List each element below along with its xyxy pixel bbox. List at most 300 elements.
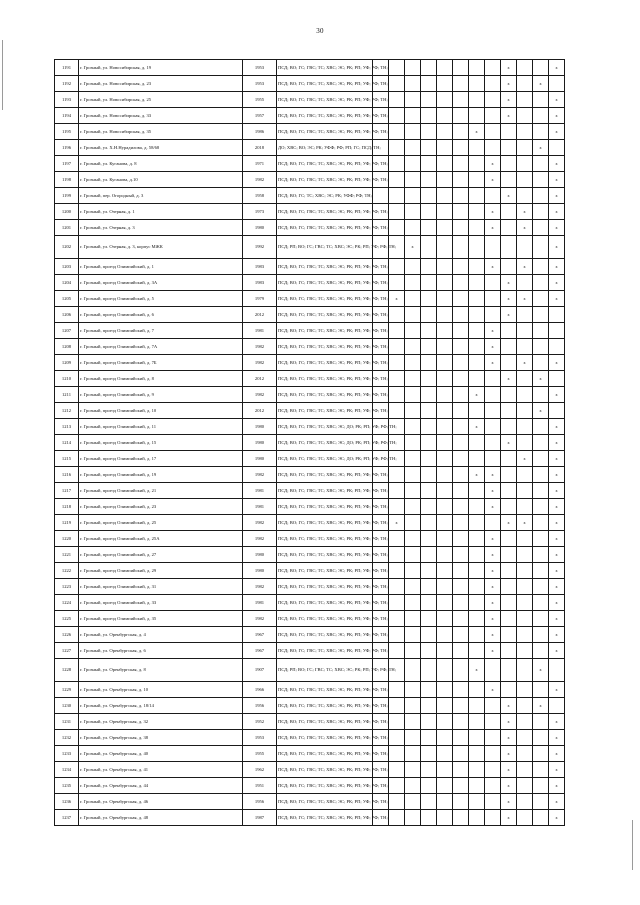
works-list-cell: ПСД; ВО; ГС; ГВС; ТС; ХВС; ЭС; РК; РП; УФ; РФ; ТН;: [277, 698, 373, 714]
check-mark: x: [555, 439, 558, 445]
year-cell: 1958: [243, 188, 277, 204]
mark-cell: [437, 140, 453, 156]
mark-cell: [453, 531, 469, 547]
mark-cell: [469, 483, 485, 499]
mark-cell: [549, 563, 565, 579]
works-list-cell: ПСД; ВО; ГС; ГВС; ТС; ХВС; ЭС; РК; РП; УФ; РФ; ТН;: [277, 108, 373, 124]
mark-cell: [453, 611, 469, 627]
mark-cell: [501, 730, 517, 746]
mark-cell: [549, 627, 565, 643]
mark-cell: [421, 60, 437, 76]
mark-cell: [469, 204, 485, 220]
mark-cell: [453, 172, 469, 188]
mark-cell: [517, 76, 533, 92]
check-mark: x: [491, 599, 494, 605]
row-number-cell: 1196: [55, 140, 79, 156]
check-mark: x: [555, 814, 558, 820]
check-mark: x: [491, 535, 494, 541]
check-mark: x: [507, 766, 510, 772]
check-mark: x: [555, 263, 558, 269]
mark-cell: [453, 307, 469, 323]
mark-cell: [549, 323, 565, 339]
mark-cell: [485, 698, 501, 714]
mark-cell: [437, 76, 453, 92]
check-mark: x: [555, 686, 558, 692]
address-cell: г. Грозный, ул. Оренбургская, д. 18/14: [79, 698, 243, 714]
works-list-cell: ПСД; ВО; ГС; ГВС; ТС; ХВС; ЭС; РК; РП; УФ; РФ; ТН;: [277, 563, 373, 579]
check-mark: x: [491, 471, 494, 477]
mark-cell: [469, 467, 485, 483]
row-number-cell: 1210: [55, 371, 79, 387]
mark-cell: [469, 387, 485, 403]
mark-cell: [549, 547, 565, 563]
mark-cell: [421, 659, 437, 682]
row-number-cell: 1218: [55, 499, 79, 515]
address-cell: г. Грозный, ул. Новосибирская, д. 23: [79, 76, 243, 92]
mark-cell: [533, 76, 549, 92]
mark-cell: [485, 76, 501, 92]
mark-cell: [517, 611, 533, 627]
mark-cell: [421, 746, 437, 762]
mark-cell: [533, 659, 549, 682]
check-mark: x: [475, 128, 478, 134]
check-mark: x: [555, 615, 558, 621]
mark-cell: [517, 236, 533, 259]
mark-cell: [533, 323, 549, 339]
mark-cell: [517, 339, 533, 355]
year-cell: 1982: [243, 355, 277, 371]
mark-cell: [501, 778, 517, 794]
address-cell: г. Грозный, проезд Олимпийский, д. 31: [79, 579, 243, 595]
row-number-cell: 1227: [55, 643, 79, 659]
mark-cell: [501, 579, 517, 595]
mark-cell: [437, 403, 453, 419]
check-mark: x: [507, 519, 510, 525]
works-list-cell: ПСД; ВО; ГС; ГВС; ТС; ХВС; ЭС; РК; РП; УФ; РФ; ТН;: [277, 762, 373, 778]
mark-cell: [501, 810, 517, 826]
mark-cell: [549, 794, 565, 810]
mark-cell: [549, 236, 565, 259]
mark-cell: [453, 124, 469, 140]
mark-cell: [517, 483, 533, 499]
mark-cell: [485, 627, 501, 643]
mark-cell: [549, 220, 565, 236]
scan-edge-mark: [632, 820, 633, 870]
mark-cell: [485, 339, 501, 355]
check-mark: x: [507, 718, 510, 724]
table-row: [55, 339, 565, 355]
works-list-cell: ПСД; ВО; ГС; ГВС; ТС; ХВС; ЭС; РК; РП; УФ; РФ; ТН;: [277, 810, 373, 826]
mark-cell: [437, 531, 453, 547]
table-row: [55, 204, 565, 220]
mark-cell: [405, 435, 421, 451]
mark-cell: [517, 730, 533, 746]
row-number-cell: 1209: [55, 355, 79, 371]
year-cell: 1953: [243, 76, 277, 92]
check-mark: x: [555, 519, 558, 525]
mark-cell: [501, 76, 517, 92]
row-number-cell: 1225: [55, 611, 79, 627]
mark-cell: [533, 778, 549, 794]
mark-cell: [389, 355, 405, 371]
mark-cell: [405, 291, 421, 307]
mark-cell: [437, 547, 453, 563]
address-cell: г. Грозный, ул. Оренбургская, д. 40: [79, 746, 243, 762]
mark-cell: [469, 659, 485, 682]
mark-cell: [405, 323, 421, 339]
works-list-cell: ПСД; ВО; ГС; ГВС; ТС; ХВС; ЭС; РК; РП; УФ; РФ; ТН;: [277, 220, 373, 236]
mark-cell: [453, 643, 469, 659]
check-mark: x: [555, 224, 558, 230]
row-number-cell: 1211: [55, 387, 79, 403]
mark-cell: [501, 403, 517, 419]
year-cell: 1987: [243, 810, 277, 826]
check-mark: x: [491, 567, 494, 573]
mark-cell: [501, 435, 517, 451]
address-cell: г. Грозный, ул. Оренбургская, д. 41: [79, 762, 243, 778]
works-list-cell: ПСД; ВО; ГС; ГВС; ТС; ХВС; ЭС; РК; РП; УФ; РФ; ТН;: [277, 531, 373, 547]
mark-cell: [501, 467, 517, 483]
mark-cell: [501, 108, 517, 124]
mark-cell: [373, 188, 389, 204]
check-mark: x: [555, 798, 558, 804]
mark-cell: [421, 204, 437, 220]
mark-cell: [533, 259, 549, 275]
mark-cell: [469, 643, 485, 659]
mark-cell: [485, 172, 501, 188]
mark-cell: [469, 124, 485, 140]
mark-cell: [421, 714, 437, 730]
mark-cell: [421, 627, 437, 643]
row-number-cell: 1231: [55, 714, 79, 730]
mark-cell: [549, 307, 565, 323]
row-number-cell: 1230: [55, 698, 79, 714]
mark-cell: [453, 499, 469, 515]
mark-cell: [421, 762, 437, 778]
mark-cell: [533, 698, 549, 714]
year-cell: 1992: [243, 236, 277, 259]
mark-cell: [517, 435, 533, 451]
check-mark: x: [507, 279, 510, 285]
mark-cell: [389, 499, 405, 515]
mark-cell: [437, 387, 453, 403]
mark-cell: [469, 355, 485, 371]
mark-cell: [485, 515, 501, 531]
mark-cell: [405, 387, 421, 403]
check-mark: x: [491, 359, 494, 365]
check-mark: x: [555, 359, 558, 365]
mark-cell: [405, 467, 421, 483]
mark-cell: [533, 762, 549, 778]
mark-cell: [405, 60, 421, 76]
mark-cell: [453, 714, 469, 730]
row-number-cell: 1216: [55, 467, 79, 483]
mark-cell: [485, 92, 501, 108]
row-number-cell: 1220: [55, 531, 79, 547]
row-number-cell: 1229: [55, 682, 79, 698]
works-list-cell: ПСД; ВО; ГС; ГВС; ТС; ХВС; ЭС; РК; РП; УФ; РФ; ТН;: [277, 682, 373, 698]
mark-cell: [517, 156, 533, 172]
mark-cell: [517, 451, 533, 467]
check-mark: x: [507, 798, 510, 804]
mark-cell: [533, 108, 549, 124]
row-number-cell: 1203: [55, 259, 79, 275]
mark-cell: [517, 515, 533, 531]
mark-cell: [421, 451, 437, 467]
check-mark: x: [555, 551, 558, 557]
works-list-cell: ПСД; ВО; ГС; ГВС; ТС; ХВС; ЭС; РК; РП; УФ; РФ; ТН;: [277, 483, 373, 499]
table-row: [55, 307, 565, 323]
works-list-cell: ПСД; ВО; ГС; ГВС; ТС; ХВС; ЭС; РК; РП; УФ; РФ; ТН;: [277, 627, 373, 643]
mark-cell: [453, 810, 469, 826]
table-row: [55, 371, 565, 387]
row-number-cell: 1236: [55, 794, 79, 810]
mark-cell: [437, 467, 453, 483]
mark-cell: [469, 794, 485, 810]
mark-cell: [389, 611, 405, 627]
mark-cell: [517, 323, 533, 339]
check-mark: x: [555, 567, 558, 573]
address-cell: г. Грозный, ул. Оренбургская, д. 6: [79, 643, 243, 659]
row-number-cell: 1204: [55, 275, 79, 291]
mark-cell: [389, 794, 405, 810]
mark-cell: [421, 698, 437, 714]
mark-cell: [549, 643, 565, 659]
address-cell: г. Грозный, проезд Олимпийский, д. 15: [79, 435, 243, 451]
mark-cell: [421, 810, 437, 826]
address-cell: г. Грозный, пер. Огородный, д. 3: [79, 188, 243, 204]
mark-cell: [421, 611, 437, 627]
mark-cell: [405, 204, 421, 220]
check-mark: x: [491, 647, 494, 653]
mark-cell: [533, 403, 549, 419]
mark-cell: [469, 730, 485, 746]
mark-cell: [549, 682, 565, 698]
mark-cell: [517, 403, 533, 419]
mark-cell: [421, 531, 437, 547]
year-cell: 1971: [243, 156, 277, 172]
works-list-cell: ПСД; ВО; ГС; ГВС; ТС; ХВС; ЭС; РК; РП; УФ; РФ; ТН;: [277, 124, 373, 140]
works-list-cell: ПСД; ВО; ГС; ГВС; ТС; ХВС; ЭС; РК; РП; УФ; РФ; ТН;: [277, 371, 373, 387]
mark-cell: [517, 140, 533, 156]
mark-cell: [517, 595, 533, 611]
address-cell: г. Грозный, проезд Олимпийский, д. 19: [79, 467, 243, 483]
year-cell: 1986: [243, 124, 277, 140]
mark-cell: [485, 204, 501, 220]
mark-cell: [421, 730, 437, 746]
mark-cell: [405, 627, 421, 643]
mark-cell: [501, 236, 517, 259]
year-cell: 1956: [243, 794, 277, 810]
mark-cell: [469, 515, 485, 531]
mark-cell: [437, 259, 453, 275]
mark-cell: [469, 291, 485, 307]
address-cell: г. Грозный, ул. Новосибирская, д. 19: [79, 60, 243, 76]
address-cell: г. Грозный, проезд Олимпийский, д. 33: [79, 595, 243, 611]
mark-cell: [501, 220, 517, 236]
mark-cell: [389, 483, 405, 499]
works-list-cell: ПСД; ВО; ГС; ГВС; ТС; ХВС; ЭС; РК; РП; УФ; РФ; ТН;: [277, 515, 373, 531]
mark-cell: [533, 236, 549, 259]
mark-cell: [437, 60, 453, 76]
works-list-cell: ПСД; ВО; ГС; ГВС; ТС; ХВС; ЭС; РК; РП; УФ; РФ; ТН;: [277, 60, 373, 76]
mark-cell: [453, 563, 469, 579]
mark-cell: [405, 730, 421, 746]
mark-cell: [405, 451, 421, 467]
check-mark: x: [555, 535, 558, 541]
mark-cell: [437, 682, 453, 698]
mark-cell: [405, 220, 421, 236]
mark-cell: [533, 156, 549, 172]
year-cell: 1955: [243, 746, 277, 762]
address-cell: г. Грозный, ул. Оренбургская, д. 48: [79, 810, 243, 826]
address-cell: г. Грозный, ул. Куганова, д. 8: [79, 156, 243, 172]
address-cell: г. Грозный, ул. Куганова, д.10: [79, 172, 243, 188]
row-number-cell: 1237: [55, 810, 79, 826]
mark-cell: [485, 563, 501, 579]
mark-cell: [533, 515, 549, 531]
mark-cell: [549, 275, 565, 291]
mark-cell: [533, 60, 549, 76]
mark-cell: [549, 595, 565, 611]
mark-cell: [389, 60, 405, 76]
mark-cell: [453, 547, 469, 563]
mark-cell: [533, 124, 549, 140]
mark-cell: [389, 220, 405, 236]
mark-cell: [501, 60, 517, 76]
mark-cell: [437, 339, 453, 355]
mark-cell: [549, 435, 565, 451]
check-mark: x: [555, 503, 558, 509]
mark-cell: [453, 403, 469, 419]
mark-cell: [469, 108, 485, 124]
mark-cell: [453, 698, 469, 714]
row-number-cell: 1206: [55, 307, 79, 323]
mark-cell: [549, 483, 565, 499]
mark-cell: [485, 579, 501, 595]
mark-cell: [405, 563, 421, 579]
mark-cell: [469, 323, 485, 339]
works-list-cell: ПСД; ВО; ГС; ГВС; ТС; ХВС; ЭС; РК; РП; УФ; РФ; ТН;: [277, 547, 373, 563]
mark-cell: [485, 547, 501, 563]
mark-cell: [533, 467, 549, 483]
check-mark: x: [523, 519, 526, 525]
mark-cell: [501, 611, 517, 627]
mark-cell: [485, 307, 501, 323]
check-mark: x: [507, 814, 510, 820]
table-row: [55, 483, 565, 499]
mark-cell: [421, 259, 437, 275]
row-number-cell: 1197: [55, 156, 79, 172]
mark-cell: [533, 204, 549, 220]
year-cell: 1982: [243, 172, 277, 188]
address-cell: г. Грозный, проезд Олимпийский, д. 29: [79, 563, 243, 579]
check-mark: x: [507, 80, 510, 86]
mark-cell: [469, 531, 485, 547]
mark-cell: [517, 531, 533, 547]
mark-cell: [437, 762, 453, 778]
row-number-cell: 1208: [55, 339, 79, 355]
mark-cell: [437, 204, 453, 220]
mark-cell: [469, 156, 485, 172]
mark-cell: [437, 698, 453, 714]
mark-cell: [469, 92, 485, 108]
mark-cell: [549, 387, 565, 403]
mark-cell: [421, 124, 437, 140]
mark-cell: [485, 259, 501, 275]
check-mark: x: [555, 455, 558, 461]
mark-cell: [405, 714, 421, 730]
mark-cell: [517, 108, 533, 124]
mark-cell: [421, 220, 437, 236]
mark-cell: [549, 714, 565, 730]
check-mark: x: [491, 503, 494, 509]
mark-cell: [421, 499, 437, 515]
check-mark: x: [539, 144, 542, 150]
check-mark: x: [539, 407, 542, 413]
year-cell: 1907: [243, 659, 277, 682]
mark-cell: [501, 643, 517, 659]
mark-cell: [549, 188, 565, 204]
row-number-cell: 1222: [55, 563, 79, 579]
works-list-cell: ПСД; ВО; ГС; ГВС; ТС; ХВС; ЭС; РК; РП; УФ; РФ; ТН;: [277, 643, 373, 659]
mark-cell: [501, 387, 517, 403]
mark-cell: [469, 339, 485, 355]
row-number-cell: 1201: [55, 220, 79, 236]
mark-cell: [485, 682, 501, 698]
mark-cell: [405, 403, 421, 419]
mark-cell: [533, 714, 549, 730]
mark-cell: [469, 451, 485, 467]
mark-cell: [549, 467, 565, 483]
mark-cell: [453, 291, 469, 307]
check-mark: x: [475, 471, 478, 477]
mark-cell: [453, 579, 469, 595]
mark-cell: [469, 307, 485, 323]
mark-cell: [469, 259, 485, 275]
mark-cell: [469, 563, 485, 579]
table-row: [55, 643, 565, 659]
year-cell: 1967: [243, 643, 277, 659]
year-cell: 1983: [243, 275, 277, 291]
mark-cell: [437, 730, 453, 746]
mark-cell: [421, 172, 437, 188]
check-mark: x: [555, 112, 558, 118]
works-list-cell: ПСД; ВО; ГС; ГВС; ТС; ХВС; ЭС; РК; РП; УФ; РФ; ТН;: [277, 76, 373, 92]
mark-cell: [517, 659, 533, 682]
address-cell: г. Грозный, проезд Олимпийский, д. 21: [79, 483, 243, 499]
mark-cell: [549, 611, 565, 627]
address-cell: г. Грозный, ул. Озерная, д. 3: [79, 220, 243, 236]
mark-cell: [469, 403, 485, 419]
mark-cell: [549, 515, 565, 531]
mark-cell: [469, 236, 485, 259]
table-row: [55, 220, 565, 236]
year-cell: 1957: [243, 108, 277, 124]
mark-cell: [469, 220, 485, 236]
mark-cell: [389, 387, 405, 403]
works-list-cell: ПСД; ВО; ГС; ГВС; ТС; ХВС; ЭС; РК; РП; УФ; РФ; ТН;: [277, 259, 373, 275]
mark-cell: [405, 108, 421, 124]
check-mark: x: [491, 263, 494, 269]
check-mark: x: [491, 327, 494, 333]
row-number-cell: 1221: [55, 547, 79, 563]
address-cell: г. Грозный, ул. Оренбургская, д. 10: [79, 682, 243, 698]
table-row: [55, 275, 565, 291]
check-mark: x: [555, 295, 558, 301]
check-mark: x: [555, 64, 558, 70]
mark-cell: [421, 140, 437, 156]
